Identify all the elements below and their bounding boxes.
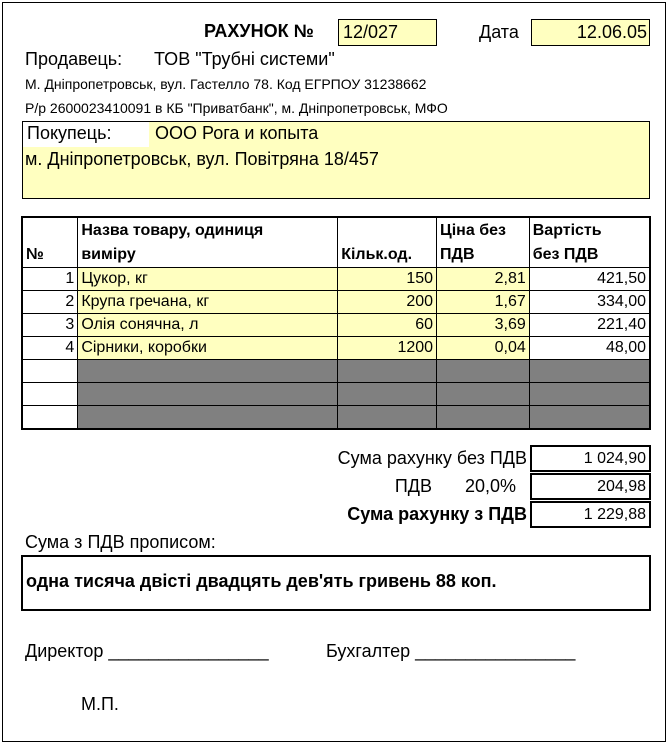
table-row xyxy=(22,268,650,291)
row-no: 1 xyxy=(22,268,78,291)
items-table xyxy=(21,216,651,430)
empty-cell xyxy=(338,383,437,406)
header-price xyxy=(437,217,530,268)
empty-cell xyxy=(22,383,78,406)
row-price[interactable]: 3,69 xyxy=(437,314,530,337)
row-price[interactable]: 0,04 xyxy=(437,337,530,360)
amount-in-words: одна тисяча двісті двадцять дев'ять гривень 88 коп. xyxy=(26,571,497,591)
seller-address: М. Дніпропетровськ, вул. Гастелло 78. Код ЕГРПОУ 31238662 xyxy=(25,76,427,92)
header-total xyxy=(529,217,650,268)
table-header-row xyxy=(22,217,650,268)
empty-cell xyxy=(529,383,650,406)
subtotal-label: Сума рахунку без ПДВ xyxy=(337,448,527,468)
director-signature: Директор ________________ xyxy=(25,641,269,661)
row-no: 3 xyxy=(22,314,78,337)
header-qty: Кільк.од. xyxy=(338,217,437,268)
header-total-line2: без ПДВ xyxy=(532,246,599,263)
accountant-signature: Бухгалтер ________________ xyxy=(326,641,576,661)
invoice-number-field[interactable]: 12/027 xyxy=(338,19,437,46)
empty-row xyxy=(22,360,650,383)
empty-cell xyxy=(437,406,530,429)
buyer-label: Покупець: xyxy=(22,121,149,147)
row-qty[interactable]: 1200 xyxy=(338,337,437,360)
empty-cell xyxy=(22,406,78,429)
seller-name: ТОВ "Трубні системи" xyxy=(154,49,335,69)
row-total: 48,00 xyxy=(529,337,650,360)
row-name[interactable]: Цукор, кг xyxy=(78,268,338,291)
row-name[interactable]: Олія сонячна, л xyxy=(78,314,338,337)
empty-cell xyxy=(78,383,338,406)
row-price[interactable]: 1,67 xyxy=(437,291,530,314)
row-name[interactable]: Крупа гречана, кг xyxy=(78,291,338,314)
seller-bank-details: Р/р 2600023410091 в КБ "Приватбанк", м. Дніпропетровськ, МФО xyxy=(25,100,448,116)
header-name-line1: Назва товару, одиниця xyxy=(81,222,264,239)
stamp-place: М.П. xyxy=(81,694,119,714)
row-name[interactable]: Сірники, коробки xyxy=(78,337,338,360)
empty-cell xyxy=(78,406,338,429)
vat-value: 204,98 xyxy=(530,473,651,500)
buyer-address: м. Дніпропетровськ, вул. Повітряна 18/457 xyxy=(25,149,379,169)
row-total: 421,50 xyxy=(529,268,650,291)
total-value: 1 229,88 xyxy=(530,501,651,528)
empty-row xyxy=(22,383,650,406)
vat-rate: 20,0% xyxy=(465,476,517,496)
header-price-line2: ПДВ xyxy=(440,246,475,263)
header-name-line2: виміру xyxy=(81,246,136,263)
row-no: 2 xyxy=(22,291,78,314)
empty-row xyxy=(22,406,650,429)
header-no: № xyxy=(22,217,78,268)
row-total: 221,40 xyxy=(529,314,650,337)
row-no: 4 xyxy=(22,337,78,360)
table-row xyxy=(22,314,650,337)
row-qty[interactable]: 200 xyxy=(338,291,437,314)
total-label: Сума рахунку з ПДВ xyxy=(347,504,527,524)
empty-cell xyxy=(78,360,338,383)
date-field[interactable]: 12.06.05 xyxy=(531,19,650,46)
empty-cell xyxy=(529,406,650,429)
row-price[interactable]: 2,81 xyxy=(437,268,530,291)
empty-cell xyxy=(338,406,437,429)
table-row xyxy=(22,337,650,360)
empty-cell xyxy=(22,360,78,383)
empty-cell xyxy=(529,360,650,383)
seller-label: Продавець: xyxy=(25,49,123,69)
header-price-line1: Ціна без xyxy=(440,222,506,239)
vat-label: ПДВ xyxy=(394,476,432,496)
buyer-name: ООО Рога и копыта xyxy=(155,123,319,143)
table-row xyxy=(22,291,650,314)
empty-cell xyxy=(338,360,437,383)
row-qty[interactable]: 60 xyxy=(338,314,437,337)
row-total: 334,00 xyxy=(529,291,650,314)
empty-cell xyxy=(437,383,530,406)
header-total-line1: Вартість xyxy=(532,222,602,239)
subtotal-value: 1 024,90 xyxy=(530,445,651,472)
header-name xyxy=(78,217,338,268)
empty-cell xyxy=(437,360,530,383)
amount-in-words-label: Сума з ПДВ прописом: xyxy=(25,532,216,552)
invoice-title: РАХУНОК № xyxy=(204,21,314,41)
row-qty[interactable]: 150 xyxy=(338,268,437,291)
date-label: Дата xyxy=(479,22,519,42)
